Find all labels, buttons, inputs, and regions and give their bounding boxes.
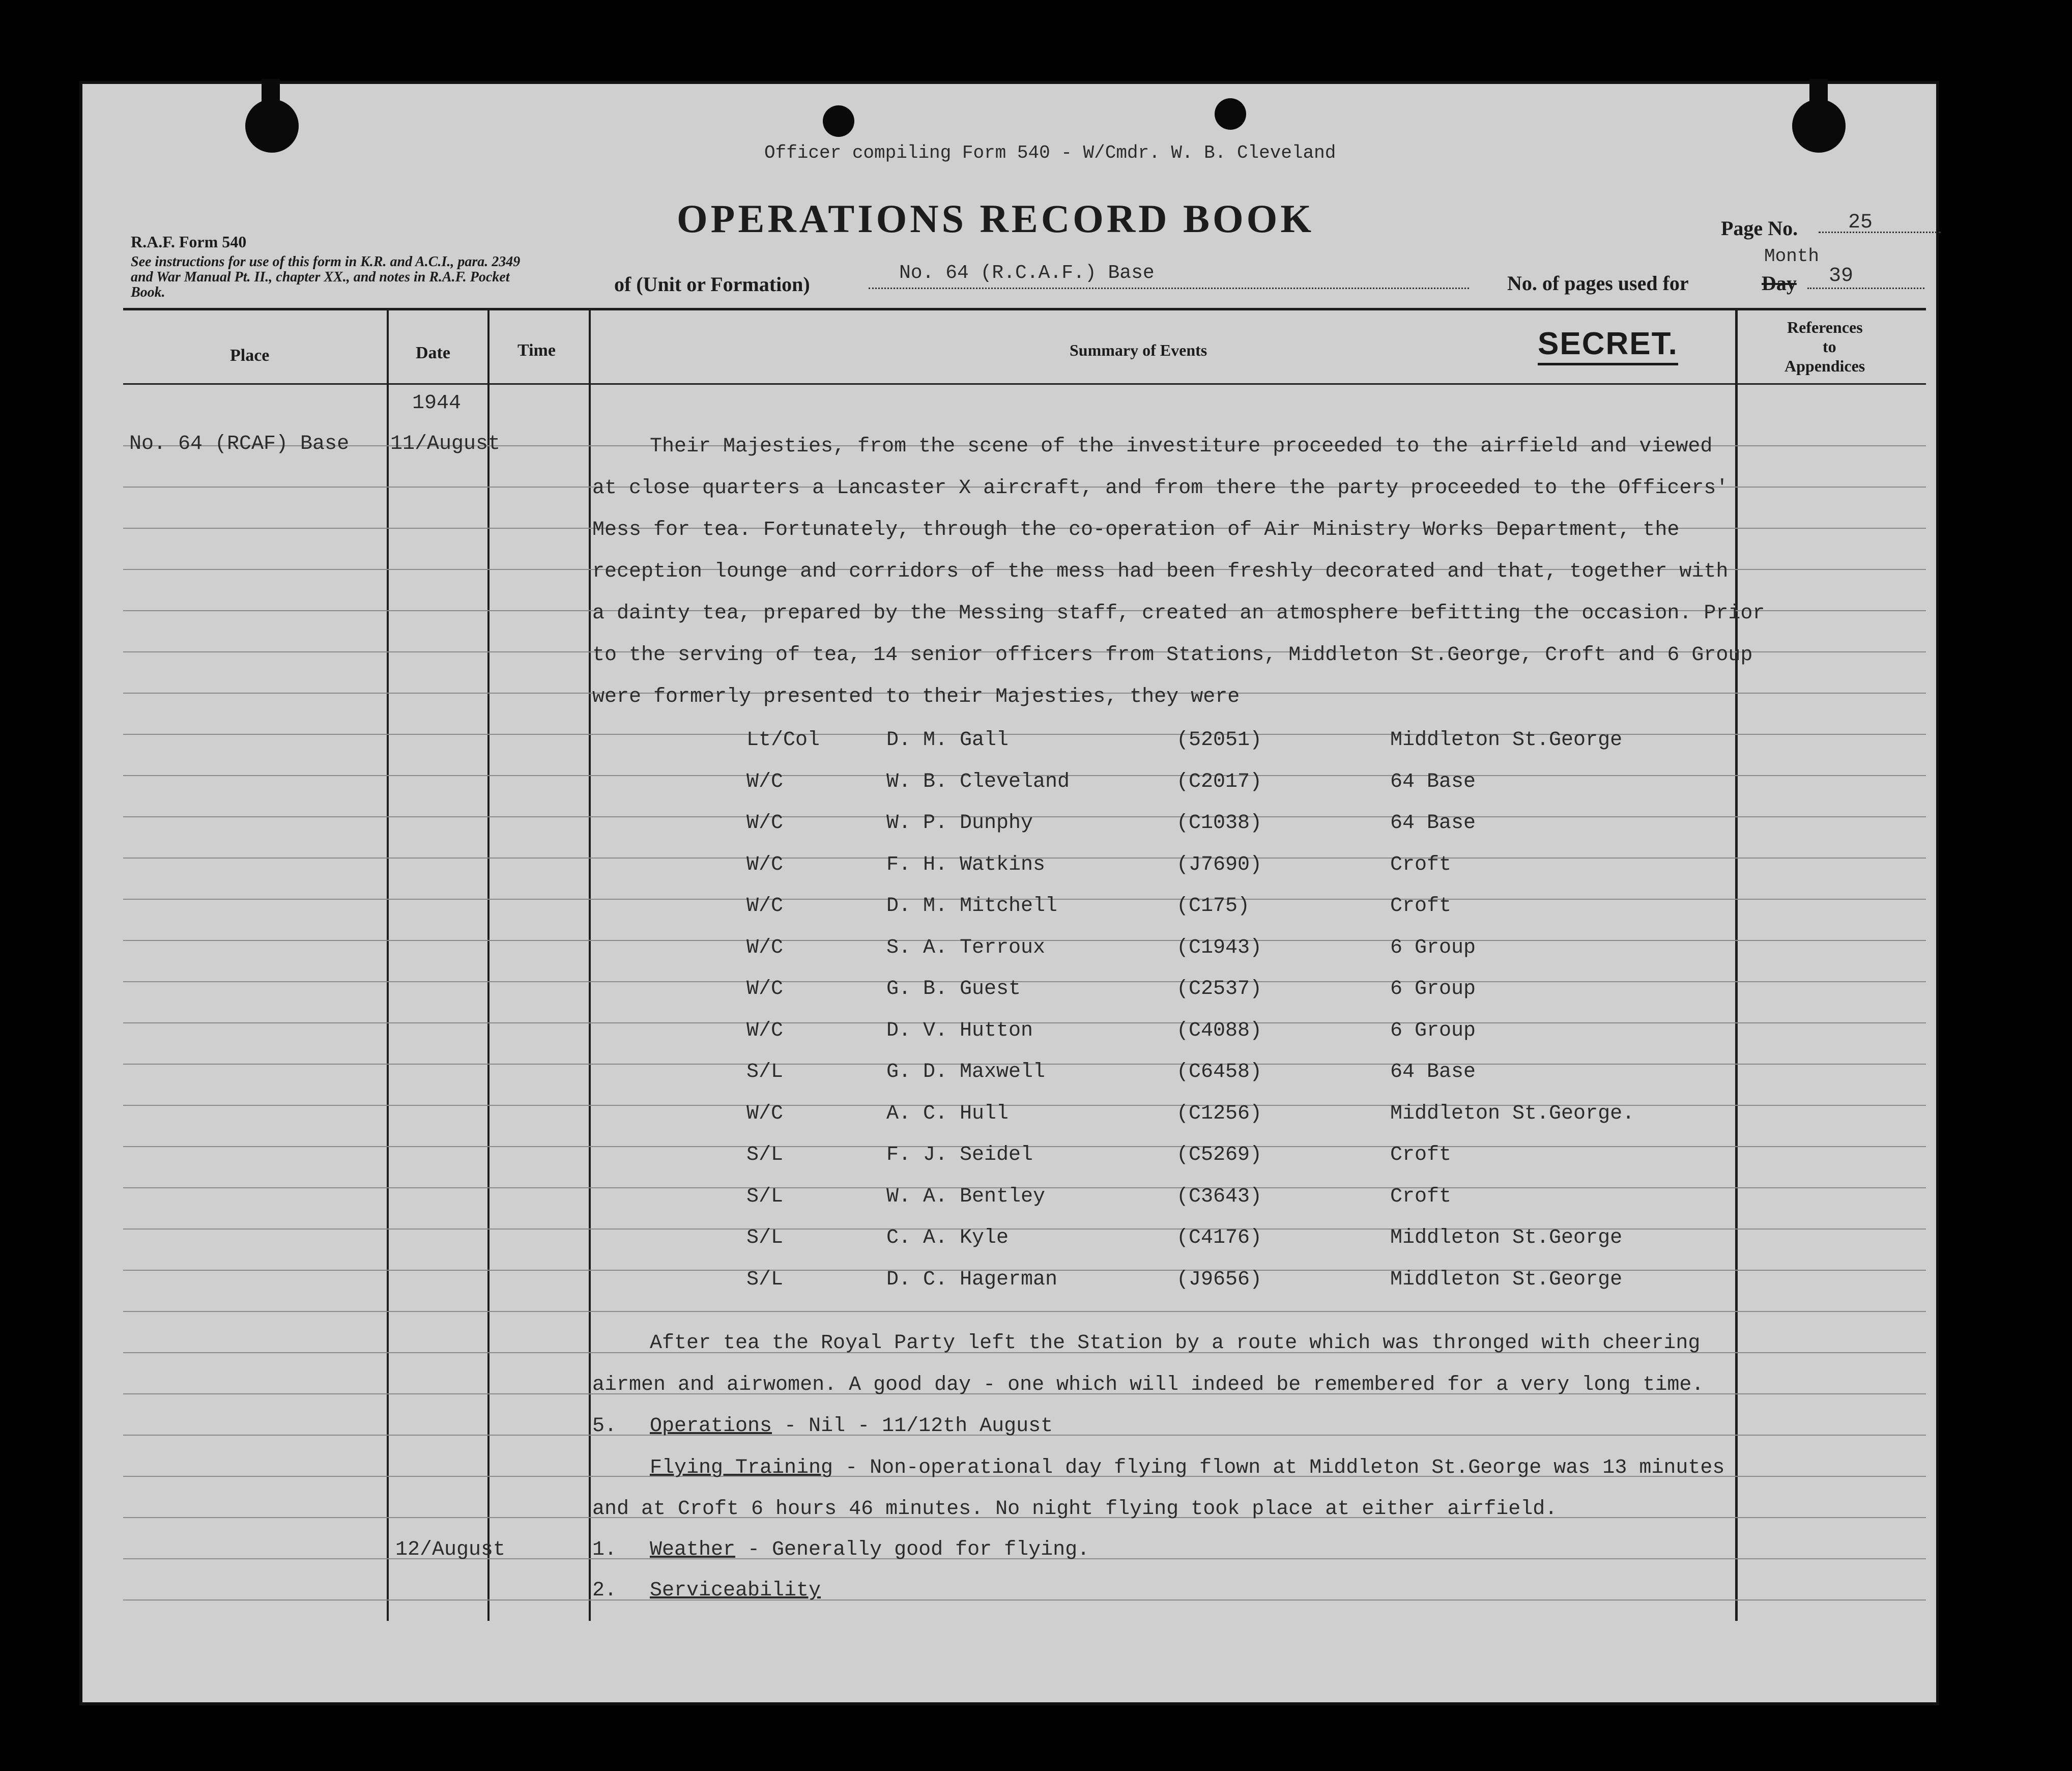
col-header-summary: Summary of Events	[1070, 341, 1207, 359]
weather-line	[650, 1538, 1089, 1561]
officer-rank: S/L	[746, 1144, 784, 1166]
page-no-value: 25	[1848, 211, 1873, 234]
page-title: OPERATIONS RECORD BOOK	[677, 196, 1315, 241]
officer-name: F. H. Watkins	[886, 853, 1046, 876]
operations-number: 5.	[592, 1415, 617, 1438]
pages-used-struck: Day	[1762, 272, 1797, 295]
entry-year: 1944	[412, 392, 462, 415]
officer-station: Middleton St.George.	[1390, 1102, 1635, 1125]
officer-rank: W/C	[746, 978, 784, 1001]
officer-rank: W/C	[746, 853, 784, 876]
officer-station: Croft	[1390, 853, 1452, 876]
col-header-refs-1: References	[1787, 318, 1863, 336]
operations-line	[650, 1415, 1053, 1438]
officer-number: (J9656)	[1176, 1268, 1262, 1291]
officer-station: Middleton St.George	[1390, 729, 1623, 752]
officer-number: (C175)	[1176, 895, 1250, 918]
pages-used-field	[1807, 288, 1924, 289]
unit-value: No. 64 (R.C.A.F.) Base	[899, 262, 1155, 284]
secret-stamp: SECRET.	[1538, 326, 1678, 365]
entry-place: No. 64 (RCAF) Base	[129, 433, 350, 455]
officer-station: 6 Group	[1390, 978, 1476, 1001]
summary-line: a dainty tea, prepared by the Messing staff, created an atmosphere befitting the occasion. Prior	[592, 602, 1765, 625]
officer-rank: W/C	[746, 895, 784, 918]
officer-station: 64 Base	[1390, 812, 1476, 835]
officer-name: G. B. Guest	[886, 978, 1021, 1001]
officer-rank: S/L	[746, 1268, 784, 1291]
officer-station: Croft	[1390, 1144, 1452, 1166]
form-sheet	[82, 84, 1936, 1702]
weather-number: 1.	[592, 1538, 617, 1561]
officer-name: D. M. Gall	[886, 729, 1009, 752]
unit-field	[869, 288, 1469, 289]
officer-rank: Lt/Col	[746, 729, 820, 752]
unit-label: of (Unit or Formation)	[614, 273, 810, 296]
officer-station: Croft	[1390, 895, 1452, 918]
col-divider-date	[487, 308, 490, 1621]
summary-line: reception lounge and corridors of the mess had been freshly decorated and that, together with	[592, 560, 1729, 583]
officer-name: D. C. Hagerman	[886, 1268, 1058, 1291]
table-top-border	[123, 308, 1926, 310]
ruled-line	[123, 981, 1926, 982]
ruled-line	[123, 1105, 1926, 1106]
officer-station: Croft	[1390, 1185, 1452, 1208]
officer-number: (C4176)	[1176, 1226, 1262, 1249]
officer-station: Middleton St.George	[1390, 1268, 1623, 1291]
summary-line: airmen and airwomen. A good day - one which will indeed be remembered for a very long time.	[592, 1374, 1704, 1396]
officer-number: (52051)	[1176, 729, 1262, 752]
col-header-place: Place	[230, 346, 270, 365]
col-divider-place	[387, 308, 389, 1621]
officer-name: D. V. Hutton	[886, 1019, 1033, 1042]
officer-number: (C1038)	[1176, 812, 1262, 835]
page-no-label: Page No.	[1721, 217, 1798, 240]
officer-number: (C5269)	[1176, 1144, 1262, 1166]
summary-line: were formerly presented to their Majesties, they were	[592, 685, 1240, 708]
flying-text: - Non-operational day flying flown at Middleton St.George was 13 minutes	[833, 1456, 1725, 1479]
entry-date-2: 12/August	[395, 1538, 506, 1561]
summary-line: Their Majesties, from the scene of the investiture proceeded to the airfield and viewed	[650, 435, 1713, 458]
officer-rank: W/C	[746, 1102, 784, 1125]
officer-number: (J7690)	[1176, 853, 1262, 876]
officer-number: (C3643)	[1176, 1185, 1262, 1208]
form-instructions: See instructions for use of this form in K.R. and A.C.I., para. 2349 and War Manual Pt. II., chapter XX., and notes in R.A.F. Pocket Book.	[131, 254, 521, 300]
officer-name: G. D. Maxwell	[886, 1061, 1046, 1083]
service-number: 2.	[592, 1579, 617, 1602]
header-divider	[123, 383, 1926, 385]
col-header-date: Date	[416, 344, 450, 362]
summary-line: to the serving of tea, 14 senior officers from Stations, Middleton St.George, Croft and 6 Group	[592, 644, 1753, 667]
officer-rank: W/C	[746, 812, 784, 835]
officer-name: S. A. Terroux	[886, 936, 1046, 959]
weather-text: - Generally good for flying.	[735, 1538, 1090, 1561]
officer-name: C. A. Kyle	[886, 1226, 1009, 1249]
officer-name: F. J. Seidel	[886, 1144, 1033, 1166]
officer-station: Middleton St.George	[1390, 1226, 1623, 1249]
entry-date-1: 11/August	[390, 433, 501, 455]
ruled-line	[123, 1229, 1926, 1230]
binder-peg	[262, 79, 280, 109]
officer-number: (C1943)	[1176, 936, 1262, 959]
col-header-refs-3: Appendices	[1785, 357, 1865, 375]
officer-number: (C1256)	[1176, 1102, 1262, 1125]
col-header-refs-2: to	[1823, 337, 1836, 356]
operations-heading: Operations	[650, 1415, 772, 1438]
officer-rank: S/L	[746, 1226, 784, 1249]
summary-line: After tea the Royal Party left the Station by a route which was thronged with cheering	[650, 1332, 1701, 1355]
page-no-field	[1819, 232, 1941, 233]
weather-heading: Weather	[650, 1538, 736, 1561]
officer-station: 64 Base	[1390, 770, 1476, 793]
officer-rank: W/C	[746, 770, 784, 793]
punch-hole	[823, 105, 854, 137]
compiler-line: Officer compiling Form 540 - W/Cmdr. W. B. Cleveland	[764, 142, 1336, 163]
form-name: R.A.F. Form 540	[131, 233, 247, 251]
flying-line-2: and at Croft 6 hours 46 minutes. No night flying took place at either airfield.	[592, 1498, 1558, 1521]
summary-line: Mess for tea. Fortunately, through the co-operation of Air Ministry Works Department, the	[592, 519, 1680, 541]
ruled-line	[123, 1311, 1926, 1312]
operations-text: - Nil - 11/12th August	[772, 1415, 1053, 1438]
flying-line-1	[650, 1456, 1724, 1479]
punch-hole	[1215, 98, 1246, 130]
officer-station: 6 Group	[1390, 1019, 1476, 1042]
officer-number: (C2537)	[1176, 978, 1262, 1001]
officer-name: W. A. Bentley	[886, 1185, 1046, 1208]
officer-number: (C6458)	[1176, 1061, 1262, 1083]
binder-peg	[1809, 79, 1828, 109]
col-divider-summary	[1735, 308, 1738, 1621]
officer-name: W. B. Cleveland	[886, 770, 1070, 793]
officer-station: 6 Group	[1390, 936, 1476, 959]
officer-name: A. C. Hull	[886, 1102, 1009, 1125]
summary-line: at close quarters a Lancaster X aircraft, and from there the party proceeded to the Officers'	[592, 477, 1729, 500]
officer-number: (C4088)	[1176, 1019, 1262, 1042]
flying-heading: Flying Training	[650, 1456, 833, 1479]
officer-name: D. M. Mitchell	[886, 895, 1058, 918]
officer-number: (C2017)	[1176, 770, 1262, 793]
officer-name: W. P. Dunphy	[886, 812, 1033, 835]
pages-used-month: Month	[1764, 246, 1820, 267]
ruled-line	[123, 734, 1926, 735]
officer-station: 64 Base	[1390, 1061, 1476, 1083]
officer-rank: W/C	[746, 1019, 784, 1042]
pages-used-value: 39	[1829, 265, 1854, 288]
officer-rank: S/L	[746, 1061, 784, 1083]
service-heading: Serviceability	[650, 1579, 821, 1602]
ruled-line	[123, 1599, 1926, 1601]
col-header-time: Time	[517, 341, 556, 360]
officer-rank: W/C	[746, 936, 784, 959]
col-divider-time	[589, 308, 591, 1621]
officer-rank: S/L	[746, 1185, 784, 1208]
pages-used-label: No. of pages used for	[1507, 272, 1689, 295]
